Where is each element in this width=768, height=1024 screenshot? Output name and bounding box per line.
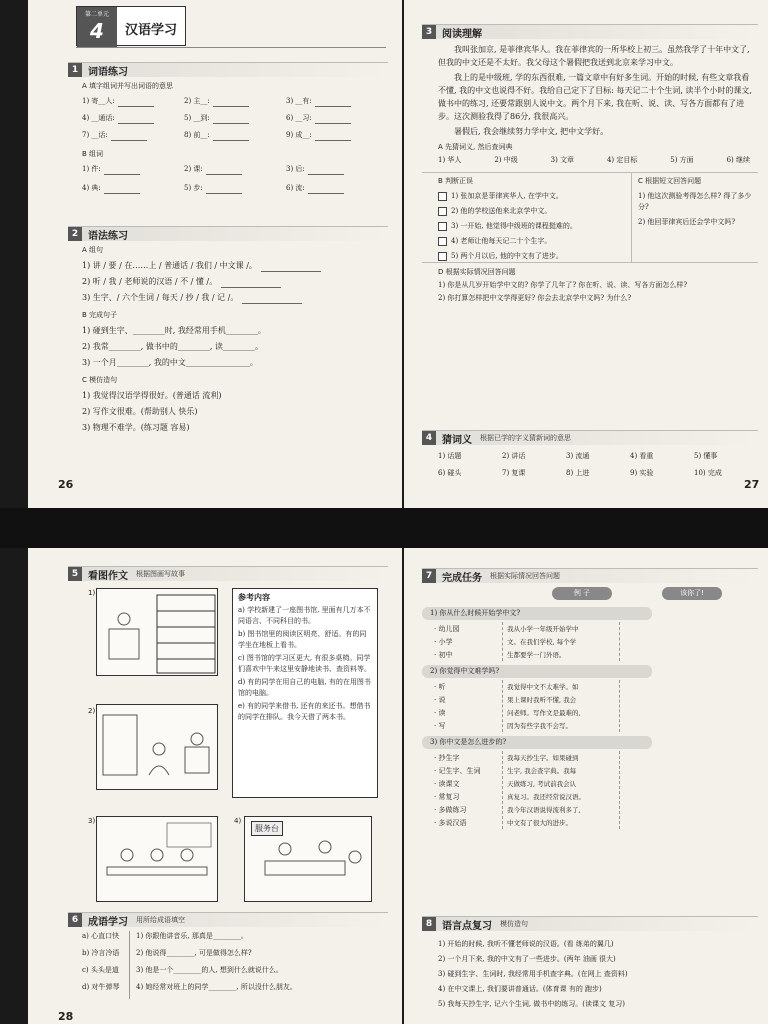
vocab-word: 6) 继续 xyxy=(726,156,750,164)
fill-prompt: 3) 后: xyxy=(286,165,305,173)
sentence-text: 2) 写作文很难。(帮助别人 快乐) xyxy=(82,407,198,416)
idiom-item: c) 头头是道 xyxy=(82,966,119,974)
imitation-item: 4) 在中文课上, 我们要讲普通话。(体育课 有的 跑步) xyxy=(438,985,602,993)
sentence-list xyxy=(82,389,388,434)
section-subtitle: 用所给成语填空 xyxy=(136,916,185,924)
task-row xyxy=(422,622,758,661)
fill-prompt: 9) 成__: xyxy=(286,131,312,139)
sentence-item xyxy=(82,356,388,369)
sentence-text: 1) 讲 / 要 / 在……上 / 普通话 / 我们 / 中文课 /。 xyxy=(82,261,257,270)
fill-prompt: 6) 流: xyxy=(286,184,305,192)
statement-text: 5) 两个月以后, 他的中文有了进步。 xyxy=(451,252,563,260)
reading-area-illustration xyxy=(97,705,218,790)
statement-text: 4) 老师让他每天记二十个生字。 xyxy=(451,237,552,245)
vocab-word: 3) 文章 xyxy=(550,156,575,164)
unit-tab xyxy=(77,7,117,47)
section-number: 2 xyxy=(68,227,82,241)
library-shelves-picture xyxy=(96,588,218,676)
reference-title: 参考内容 xyxy=(238,593,270,602)
sentence-text: 2) 我常________, 做书中的________, 读________。 xyxy=(82,342,263,351)
reading-passage xyxy=(422,39,758,138)
answer-blank xyxy=(221,279,281,288)
idiom-question: 4) 她经常对班上的同学________, 所以没什么朋友。 xyxy=(136,983,297,991)
fill-prompt: 4) 典: xyxy=(82,184,101,192)
idiom-list xyxy=(68,931,130,999)
passage-paragraph: 我叫张加京, 是菲律宾华人。我在菲律宾的一所华校上初三。虽然我学了十年中文了, 但我的中文还是不太好。我父母这个暑假把我送到北京来学习中文。 xyxy=(438,45,750,67)
section-title: 成语学习 xyxy=(88,916,128,928)
answer-line: 我从小学一年级开始学中 xyxy=(507,625,579,633)
answer-blank xyxy=(206,185,242,194)
answer-line: 生字, 我会查字典。我每 xyxy=(507,767,577,775)
section-subtitle: 根据实际情况回答问题 xyxy=(490,572,560,580)
your-turn-tab: 该你了! xyxy=(662,587,722,600)
lesson-title: 汉语学习 xyxy=(125,23,178,38)
answer-line: 中文有了很大的进步。 xyxy=(507,819,572,827)
sentence-list xyxy=(82,324,388,369)
picture-3-label: 3) xyxy=(88,817,96,825)
guess-word: 4) 看重 xyxy=(630,452,654,460)
sentence-item xyxy=(82,340,388,353)
fill-prompt: 7) __话: xyxy=(82,131,108,139)
task-block xyxy=(422,665,758,732)
answer-blank xyxy=(213,98,249,107)
question-item: 1) 你是从几岁开始学中文的? 你学了几年了? 你在听、说、读、写各方面怎么样? xyxy=(438,281,688,289)
passage-paragraph: 暑假后, 我会继续努力学中文, 把中文学好。 xyxy=(454,127,609,136)
fill-item xyxy=(82,113,184,124)
answer-line: 天做练习, 考试前我会认 xyxy=(507,780,577,788)
statement-text: 2) 他的学校送他来北京学中文。 xyxy=(451,207,552,215)
reference-box xyxy=(232,588,378,798)
true-false-item xyxy=(438,191,631,202)
scan-gap xyxy=(0,508,768,548)
section-title: 猜词义 xyxy=(442,434,472,446)
answer-line: 我每天抄生字。如果碰到 xyxy=(507,754,579,762)
subsection-c: C 根据短文回答问题 xyxy=(638,177,702,185)
picture-2-label: 2) xyxy=(88,707,96,715)
section-6 xyxy=(68,912,388,999)
answer-checkbox[interactable] xyxy=(438,222,447,231)
guess-word: 3) 流通 xyxy=(566,452,590,460)
option-item: · 记生字、生词 xyxy=(434,767,481,775)
section-subtitle: 根据图画写故事 xyxy=(136,570,185,578)
picture-4-label: 4) xyxy=(234,817,242,825)
fill-grid xyxy=(82,96,388,141)
answer-checkbox[interactable] xyxy=(438,192,447,201)
fill-item xyxy=(184,113,286,124)
task-question: 3) 你中文是怎么进步的? xyxy=(422,736,652,749)
study-area-picture xyxy=(96,816,218,902)
reference-list xyxy=(238,605,372,723)
example-tab: 例 子 xyxy=(552,587,612,600)
option-item: · 幼儿园 xyxy=(434,625,460,633)
section-title: 完成任务 xyxy=(442,572,482,584)
answer-blank xyxy=(315,115,351,124)
page-27 xyxy=(404,0,768,508)
vocab-word: 4) 定目标 xyxy=(606,156,638,164)
section-number: 8 xyxy=(422,917,436,931)
option-item: · 小学 xyxy=(434,638,453,646)
unit-header xyxy=(76,6,186,46)
option-item: · 多说汉语 xyxy=(434,819,467,827)
option-item: · 初中 xyxy=(434,651,453,659)
answer-line: 果上课时我听不懂, 我会 xyxy=(507,696,577,704)
vocab-word: 2) 中级 xyxy=(494,156,518,164)
true-false-item xyxy=(438,206,631,217)
fill-prompt: 1) 寄__人: xyxy=(82,97,115,105)
imitation-item: 1) 开始的时候, 我听不懂老师说的汉语。(看 练弟的翼几) xyxy=(438,940,614,948)
option-item: · 听 xyxy=(434,683,446,691)
answer-blank xyxy=(104,166,140,175)
fill-item xyxy=(184,96,286,107)
fill-prompt: 2) 课: xyxy=(184,165,203,173)
task-block xyxy=(422,607,758,661)
question-item: 2) 你打算怎样把中文学得更好? 你会去北京学中文吗? 为什么? xyxy=(438,294,632,302)
answer-blank xyxy=(308,185,344,194)
sentence-text: 2) 听 / 我 / 老师说的汉语 / 不 / 懂 /。 xyxy=(82,277,218,286)
unit-label: 第二单元 xyxy=(84,11,109,18)
answer-blank xyxy=(213,115,249,124)
section-2 xyxy=(68,226,388,434)
section-5 xyxy=(68,566,388,581)
guess-word: 1) 话题 xyxy=(438,452,462,460)
answer-checkbox[interactable] xyxy=(438,237,447,246)
fill-item xyxy=(82,96,184,107)
question-list xyxy=(438,280,758,304)
reference-item: b) 图书馆里的阅读区明亮、舒适。有的同学坐在地板上看书。 xyxy=(238,630,367,649)
example-answer xyxy=(502,622,620,661)
fill-item xyxy=(286,183,388,194)
option-item: · 说 xyxy=(434,696,446,704)
guess-word: 2) 讲话 xyxy=(502,452,526,460)
sentence-text: 3) 一个月________, 我的中文________________。 xyxy=(82,358,258,367)
subsection-b: B 判断正误 xyxy=(438,177,474,185)
option-item: · 读 xyxy=(434,709,446,717)
example-answer xyxy=(502,751,620,829)
idiom-item: a) 心直口快 xyxy=(82,932,120,940)
section-title: 语言点复习 xyxy=(442,920,492,932)
word-row xyxy=(438,155,758,166)
fill-item xyxy=(82,130,184,141)
true-false-item xyxy=(438,236,631,247)
answer-line: 生都要学一门外语。 xyxy=(507,651,566,659)
page-26 xyxy=(28,0,402,508)
answer-line: 文。在我们学校, 每个学 xyxy=(507,638,577,646)
section-number: 4 xyxy=(422,431,436,445)
page-28 xyxy=(28,548,402,1024)
subsection-d: D 根据实际情况回答问题 xyxy=(438,268,516,276)
subsection-b: B 完成句子 xyxy=(82,311,118,319)
section-8 xyxy=(422,916,758,1010)
section-7 xyxy=(422,568,758,829)
imitation-item: 2) 一个月下来, 我的中文有了一些进步。(两年 油画 很大) xyxy=(438,955,616,963)
idiom-question: 1) 你跟他讲音乐, 那真是________。 xyxy=(136,932,248,940)
answer-blank xyxy=(213,132,249,141)
option-item: · 多做练习 xyxy=(434,806,467,814)
fill-item xyxy=(286,164,388,175)
study-area-illustration xyxy=(97,817,218,902)
true-false-item xyxy=(438,221,631,232)
section-3 xyxy=(422,24,758,304)
question-panels xyxy=(422,172,758,262)
header-rule xyxy=(76,47,386,48)
section-number: 1 xyxy=(68,63,82,77)
subsection-a: A 组句 xyxy=(82,246,104,254)
section-title: 语法练习 xyxy=(88,230,128,242)
answer-blank xyxy=(111,132,147,141)
sentence-text: 3) 物理不难学。(练习题 容易) xyxy=(82,423,190,432)
service-desk-picture xyxy=(244,816,372,902)
subsection-a: A 先猜词义, 然后查词典 xyxy=(438,143,513,151)
option-list xyxy=(422,680,502,732)
answer-line: 真复习。我还经常说汉语。 xyxy=(507,793,585,801)
fill-item xyxy=(286,130,388,141)
reference-item: a) 学校新建了一座图书馆, 里面有几万本不同语言、不同科目的书。 xyxy=(238,606,371,625)
fill-prompt: 1) 件: xyxy=(82,165,101,173)
true-false-list xyxy=(438,191,631,262)
fill-prompt: 2) 主__: xyxy=(184,97,210,105)
answer-line: 问老师。写作文是最难的, xyxy=(507,709,581,717)
fill-prompt: 4) __通话: xyxy=(82,114,115,122)
sentence-item xyxy=(82,389,388,402)
your-answer-area[interactable] xyxy=(620,680,758,732)
answer-blank xyxy=(104,185,140,194)
answer-blank xyxy=(242,295,302,304)
answer-checkbox[interactable] xyxy=(438,207,447,216)
sentence-list xyxy=(82,259,388,304)
answer-blank xyxy=(315,98,351,107)
imitation-item: 5) 我每天抄生字, 记六个生词, 做书中的练习。(读课文 复习) xyxy=(438,1000,625,1008)
task-row xyxy=(422,680,758,732)
answer-line: 我今年汉语说得流利多了, xyxy=(507,806,581,814)
section-4 xyxy=(422,430,758,479)
fill-item xyxy=(184,164,286,175)
section-title: 词语练习 xyxy=(88,66,128,78)
sentence-item xyxy=(82,405,388,418)
page-number: 27 xyxy=(744,478,760,491)
answer-blank xyxy=(118,115,154,124)
task-question: 1) 你从什么时候开始学中文? xyxy=(422,607,652,620)
section-title: 阅读理解 xyxy=(442,28,482,40)
guess-word: 5) 懂事 xyxy=(694,452,718,460)
counter-sign: 服务台 xyxy=(251,821,283,836)
section-number: 5 xyxy=(68,567,82,581)
guess-word: 9) 实验 xyxy=(630,469,654,477)
task-block xyxy=(422,736,758,829)
section-number: 3 xyxy=(422,25,436,39)
option-item: · 常复习 xyxy=(434,793,460,801)
true-false-item xyxy=(438,251,631,262)
vocab-word: 5) 方面 xyxy=(670,156,694,164)
guess-word: 8) 上进 xyxy=(566,469,590,477)
option-item: · 抄生字 xyxy=(434,754,460,762)
word-grid xyxy=(422,445,758,479)
sentence-item xyxy=(82,324,388,337)
task-question: 2) 你觉得中文难学吗? xyxy=(422,665,652,678)
section-subtitle: 模仿造句 xyxy=(500,920,528,928)
fill-grid xyxy=(82,164,388,194)
option-list xyxy=(422,751,502,829)
idiom-question: 2) 他说得________, 可是做得怎么样? xyxy=(136,949,252,957)
section-1 xyxy=(68,62,388,194)
section-title: 看图作文 xyxy=(88,570,128,582)
example-answer xyxy=(502,680,620,732)
fill-item xyxy=(184,130,286,141)
idiom-questions xyxy=(130,931,388,999)
fill-item xyxy=(82,164,184,175)
statement-text: 3) 一开始, 他觉得中级班的课程挺难的。 xyxy=(451,222,577,230)
reference-item: d) 有的同学在用自己的电脑, 有的在用图书馆的电脑。 xyxy=(238,678,371,697)
passage-paragraph: 我上的是中级班, 学的东西很难, 一篇文章中有好多生词。开始的时候, 有些文章我看不懂, 我的中文也说得不好。我给自己定下了目标: 每天记二十个生词, 读半个小时的课文, 做书中的练习, 还要常跟别人说中文。两个月下来, 我在听、说、读、写各方面都有了进步。这次测验我得了86分, 我很高兴。 xyxy=(438,73,752,121)
fill-item xyxy=(286,96,388,107)
picture-1-label: 1) xyxy=(88,589,96,597)
reference-item: e) 有的同学来借书, 还有的来还书。想借书的同学在排队。我今天借了两本书。 xyxy=(238,702,371,721)
answer-blank xyxy=(206,166,242,175)
guess-word: 6) 碰头 xyxy=(438,469,462,477)
option-list xyxy=(422,622,502,661)
question-item: 1) 他这次测验考得怎么样? 得了多少分? xyxy=(638,192,752,211)
answer-line: 我觉得中文不太难学。如 xyxy=(507,683,579,691)
fill-item xyxy=(82,183,184,194)
option-item: · 读课文 xyxy=(434,780,460,788)
page-number: 28 xyxy=(58,1010,74,1023)
sentence-text: 1) 碰到生字、________时, 我经常用手机________。 xyxy=(82,326,266,335)
your-answer-area[interactable] xyxy=(620,622,758,661)
statement-text: 1) 张加京是菲律宾华人, 在学中文。 xyxy=(451,192,563,200)
fill-item xyxy=(184,183,286,194)
idiom-question: 3) 他是一个________的人, 想到什么就说什么。 xyxy=(136,966,283,974)
imitation-item: 3) 碰到生字、生词时, 我经常用手机查字典。(在网上 查资料) xyxy=(438,970,628,978)
sentence-item xyxy=(82,291,388,304)
answer-blank xyxy=(308,166,344,175)
fill-prompt: 5) 步: xyxy=(184,184,203,192)
section-number: 6 xyxy=(68,913,82,927)
answer-checkbox[interactable] xyxy=(438,252,447,261)
subsection-c: C 模仿造句 xyxy=(82,376,118,384)
answer-blank xyxy=(315,132,351,141)
vocab-word: 1) 华人 xyxy=(438,156,462,164)
fill-item xyxy=(286,113,388,124)
sentence-item xyxy=(82,275,388,288)
subsection-b: B 组词 xyxy=(82,150,104,158)
bookshelf-illustration xyxy=(97,589,218,676)
fill-prompt: 8) 前__: xyxy=(184,131,210,139)
answer-line: 因为有些字我不会写。 xyxy=(507,722,572,730)
section-subtitle: 根据已学的字义猜新词的意思 xyxy=(480,434,571,442)
page-29 xyxy=(404,548,768,1024)
sentence-item xyxy=(82,259,388,272)
unit-number: 4 xyxy=(90,19,104,43)
fill-prompt: 5) __到: xyxy=(184,114,210,122)
reading-area-picture xyxy=(96,704,218,790)
sentence-text: 1) 我觉得汉语学得很好。(普通话 流利) xyxy=(82,391,222,400)
section-number: 7 xyxy=(422,569,436,583)
sentence-text: 3) 生字、/ 六个生词 / 每天 / 抄 / 我 / 记 /。 xyxy=(82,293,239,302)
task-row xyxy=(422,751,758,829)
question-item: 2) 他回菲律宾后还会学中文吗? xyxy=(638,218,736,226)
fill-prompt: 6) __习: xyxy=(286,114,312,122)
sentence-list xyxy=(422,931,758,1010)
guess-word: 10) 完成 xyxy=(694,469,722,477)
sentence-item xyxy=(82,421,388,434)
option-item: · 写 xyxy=(434,722,446,730)
answer-blank xyxy=(118,98,154,107)
fill-prompt: 3) __有: xyxy=(286,97,312,105)
page-number: 26 xyxy=(58,478,74,491)
answer-blank xyxy=(261,263,321,272)
idiom-item: d) 对牛弹琴 xyxy=(82,983,120,991)
idiom-item: b) 冷言冷语 xyxy=(82,949,120,957)
question-list xyxy=(638,191,754,228)
subsection-a: A 填字组词并写出词语的意思 xyxy=(82,82,174,90)
task-table xyxy=(422,607,758,829)
reference-item: c) 图书馆的学习区更大, 有很多桌椅。同学们喜欢中午来这里安静地读书、查资料等。 xyxy=(238,654,371,673)
your-answer-area[interactable] xyxy=(620,751,758,829)
guess-word: 7) 复课 xyxy=(502,469,526,477)
